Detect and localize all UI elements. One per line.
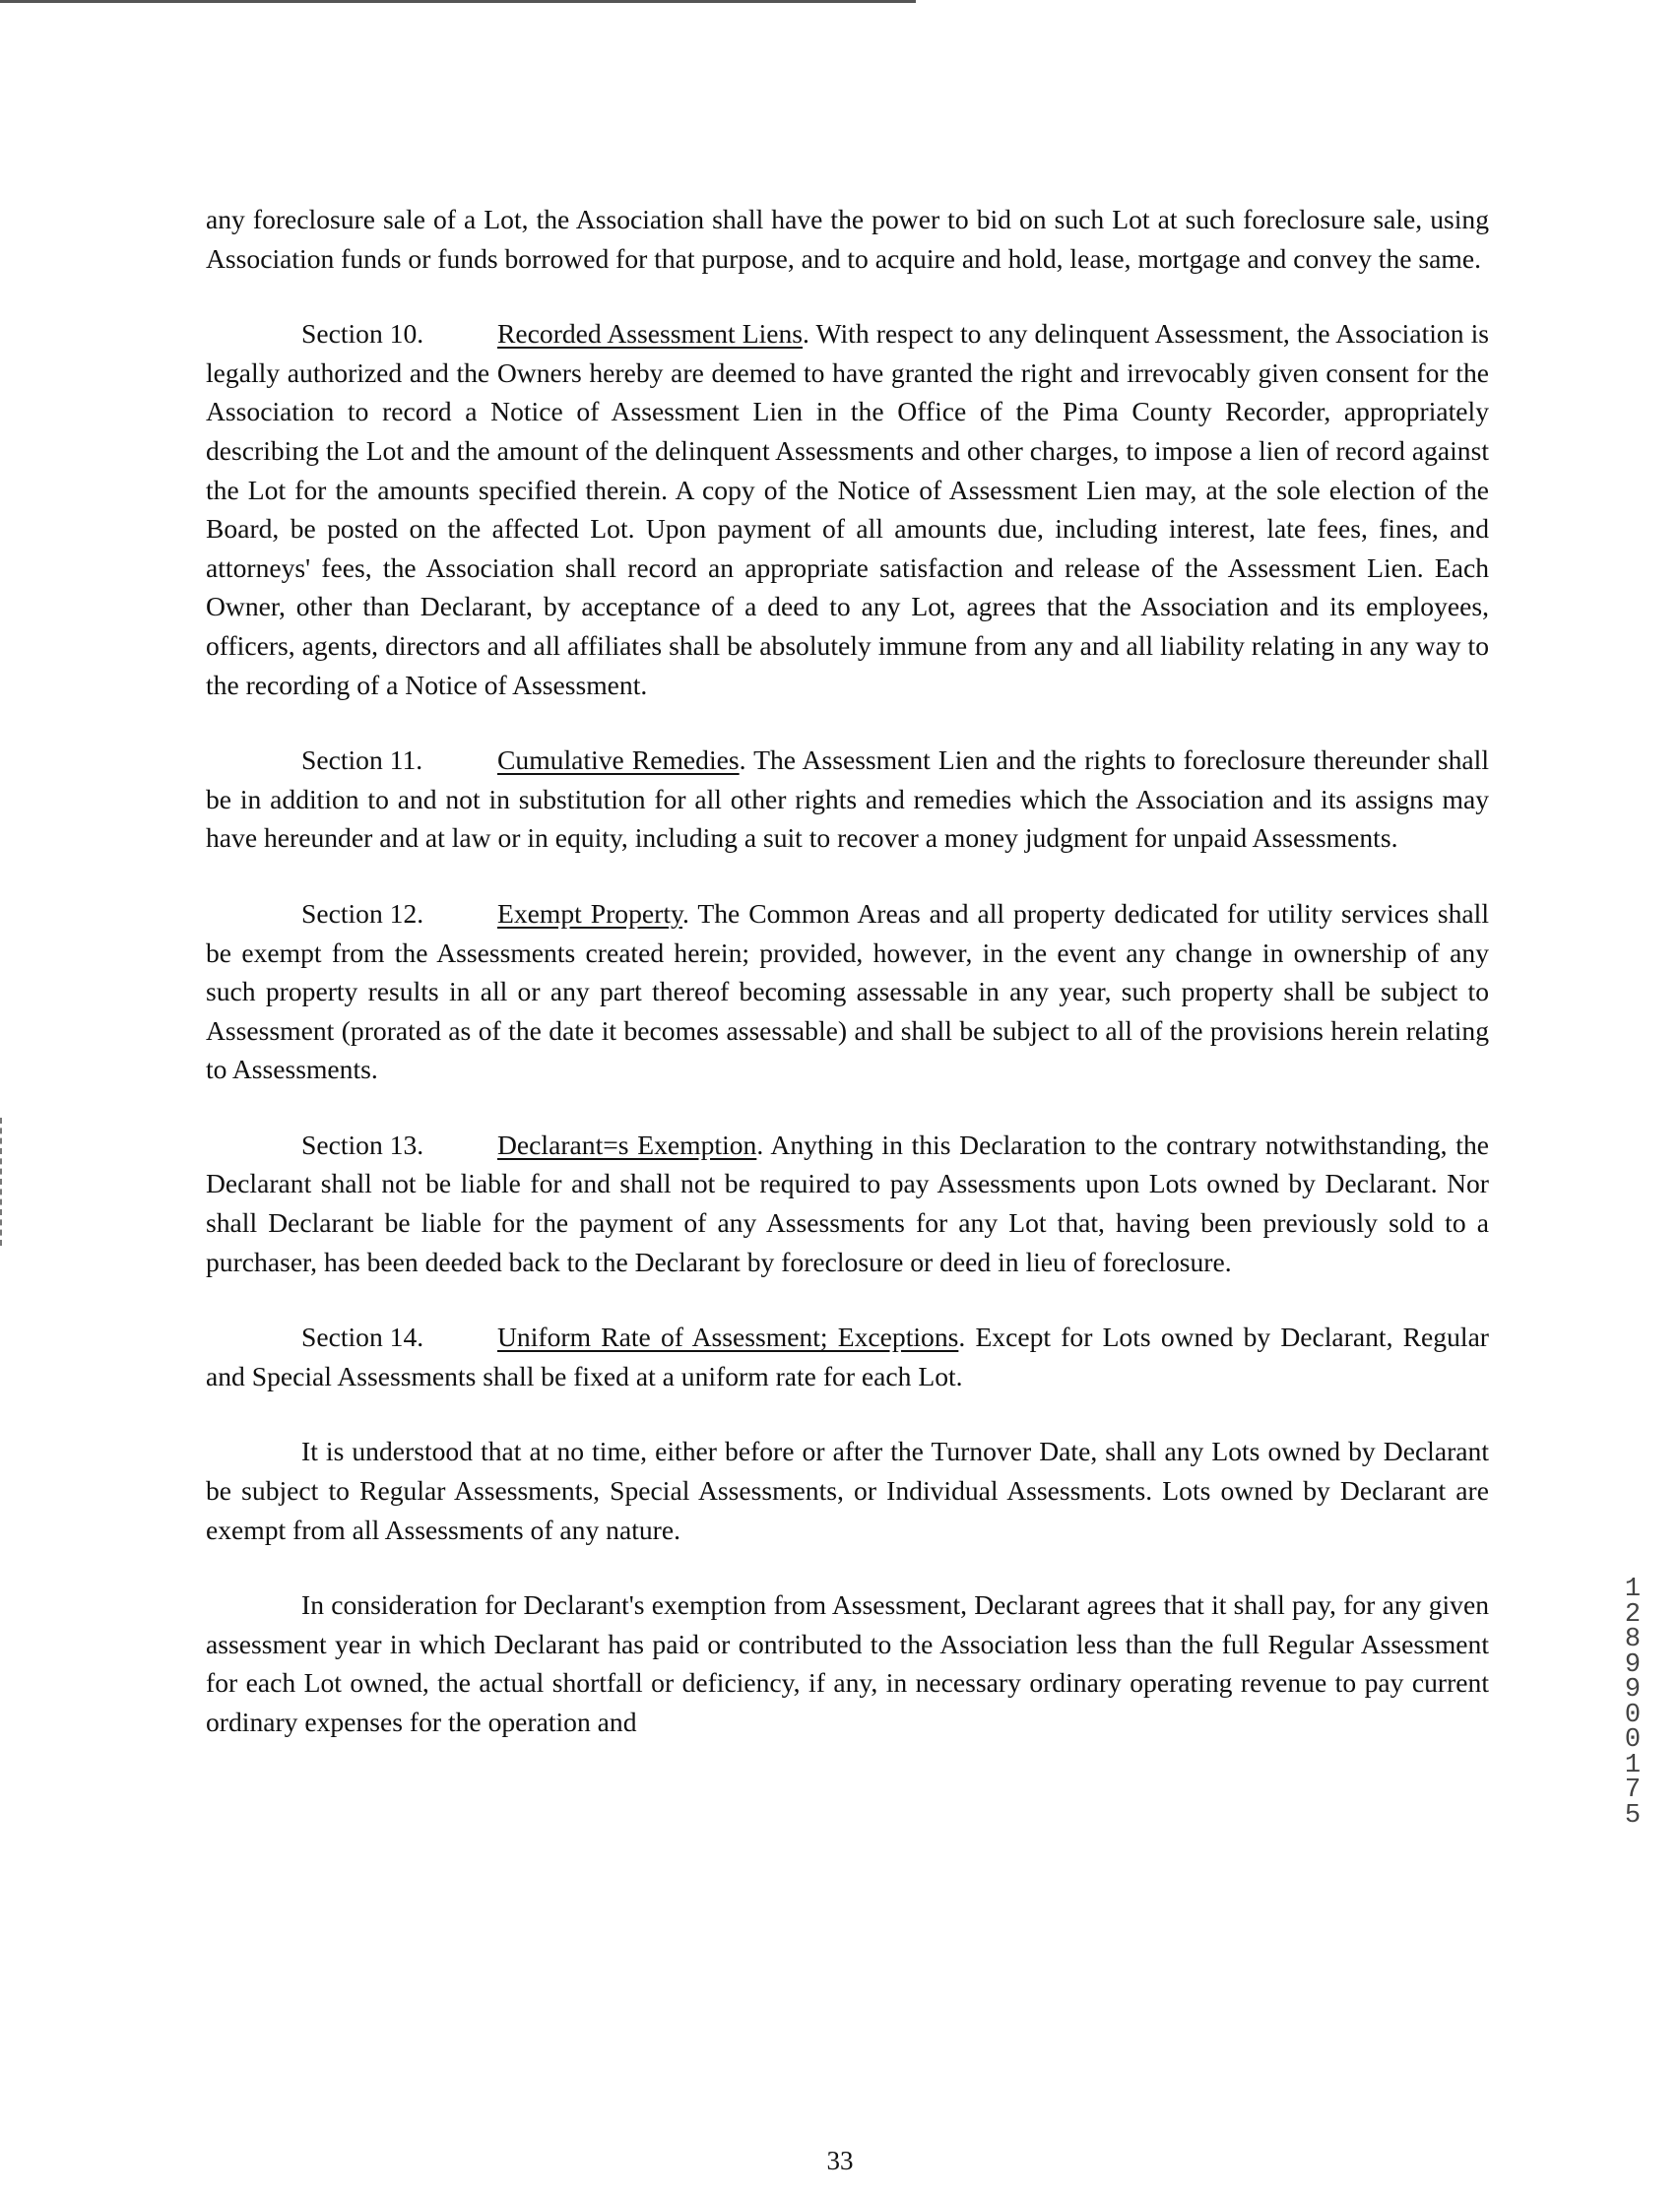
paragraph-text: It is understood that at no time, either before or after the Turnover Date, shall any Lots owned by Declarant be subject to Regular Assessments, Special Assessments, or Individual Assessments. Lots owned by Declarant are exempt from all Assessments of any nature.	[206, 1436, 1489, 1545]
section-14-paragraph	[206, 1318, 1489, 1395]
section-12-paragraph	[206, 894, 1489, 1089]
section-number: Section 10.	[301, 318, 424, 350]
section-text: . The Common Areas and all property dedicated for utility services shall be exempt from the Assessments created herein; provided, however, in the event any change in ownership of any such property results in all or any part thereof becoming assessable in any year, such property shall be subject to Assessment (prorated as of the date it becomes assessable) and shall be subject to all of the provisions herein relating to Assessments.	[206, 897, 1489, 1085]
document-body	[206, 200, 1489, 1742]
section-11-paragraph	[206, 741, 1489, 858]
paragraph-text: any foreclosure sale of a Lot, the Association shall have the power to bid on such Lot at such foreclosure sale, using Association funds or funds borrowed for that purpose, and to acquire and hold, lease, mortgage and convey the same.	[206, 204, 1489, 274]
turnover-paragraph	[206, 1432, 1489, 1549]
section-number: Section 11.	[301, 744, 423, 776]
scan-left-edge	[0, 1118, 2, 1246]
section-number: Section 12.	[301, 897, 424, 929]
paragraph-continuation	[206, 200, 1489, 278]
section-title: Cumulative Remedies	[497, 744, 740, 776]
section-title: Exempt Property	[497, 897, 683, 929]
section-text: . Anything in this Declaration to the contrary notwithstanding, the Declarant shall not be liable for and shall not be required to pay Assessments upon Lots owned by Declarant. Nor shall Declarant be liable for the payment of any Assessments for any Lot that, having been previously sold to a purchaser, has been deeded back to the Declarant by foreclosure or deed in lieu of foreclosure.	[206, 1129, 1489, 1277]
section-text: . With respect to any delinquent Assessment, the Association is legally authorized and the Owners hereby are deemed to have granted the right and irrevocably given consent for the Association to record a Notice of Assessment Lien in the Office of the Pima County Recorder, appropriately describing the Lot and the amount of the delinquent Assessments and other charges, to impose a lien of record against the Lot for the amounts specified therein. A copy of the Notice of Assessment Lien may, at the sole election of the Board, be posted on the affected Lot. Upon payment of all amounts due, including interest, late fees, fines, and attorneys' fees, the Association shall record an appropriate satisfaction and release of the Assessment Lien. Each Owner, other than Declarant, by acceptance of a deed to any Lot, agrees that the Association and its employees, officers, agents, directors and all affiliates shall be absolutely immune from any and all liability relating in any way to the recording of a Notice of Assessment.	[206, 318, 1490, 700]
section-title: Recorded Assessment Liens	[497, 318, 804, 350]
paragraph-text: In consideration for Declarant's exemption from Assessment, Declarant agrees that it shall pay, for any given assessment year in which Declarant has paid or contributed to the Association less than the full Regular Assessment for each Lot owned, the actual shortfall or deficiency, if any, in necessary ordinary operating revenue to pay current ordinary expenses for the operation and	[206, 1589, 1489, 1737]
section-title: Uniform Rate of Assessment; Exceptions	[497, 1322, 959, 1353]
page-number: 33	[826, 2146, 854, 2175]
section-text: . Except for Lots owned by Declarant, Regular and Special Assessments shall be fixed at a uniform rate for each Lot.	[206, 1322, 1489, 1391]
section-13-paragraph	[206, 1126, 1489, 1281]
consideration-paragraph	[206, 1585, 1489, 1741]
section-number: Section 14.	[301, 1322, 424, 1353]
section-number: Section 13.	[301, 1129, 424, 1160]
recording-number: 12899 00175	[1624, 1575, 1642, 1831]
section-10-paragraph	[206, 314, 1489, 704]
section-text: . The Assessment Lien and the rights to foreclosure thereunder shall be in addition to and not in substitution for all other rights and remedies which the Association and its assigns may have hereunder and at law or in equity, including a suit to recover a money judgment for unpaid Assessments.	[206, 744, 1489, 854]
section-title: Declarant=s Exemption	[497, 1129, 757, 1160]
scan-top-edge	[0, 0, 916, 3]
